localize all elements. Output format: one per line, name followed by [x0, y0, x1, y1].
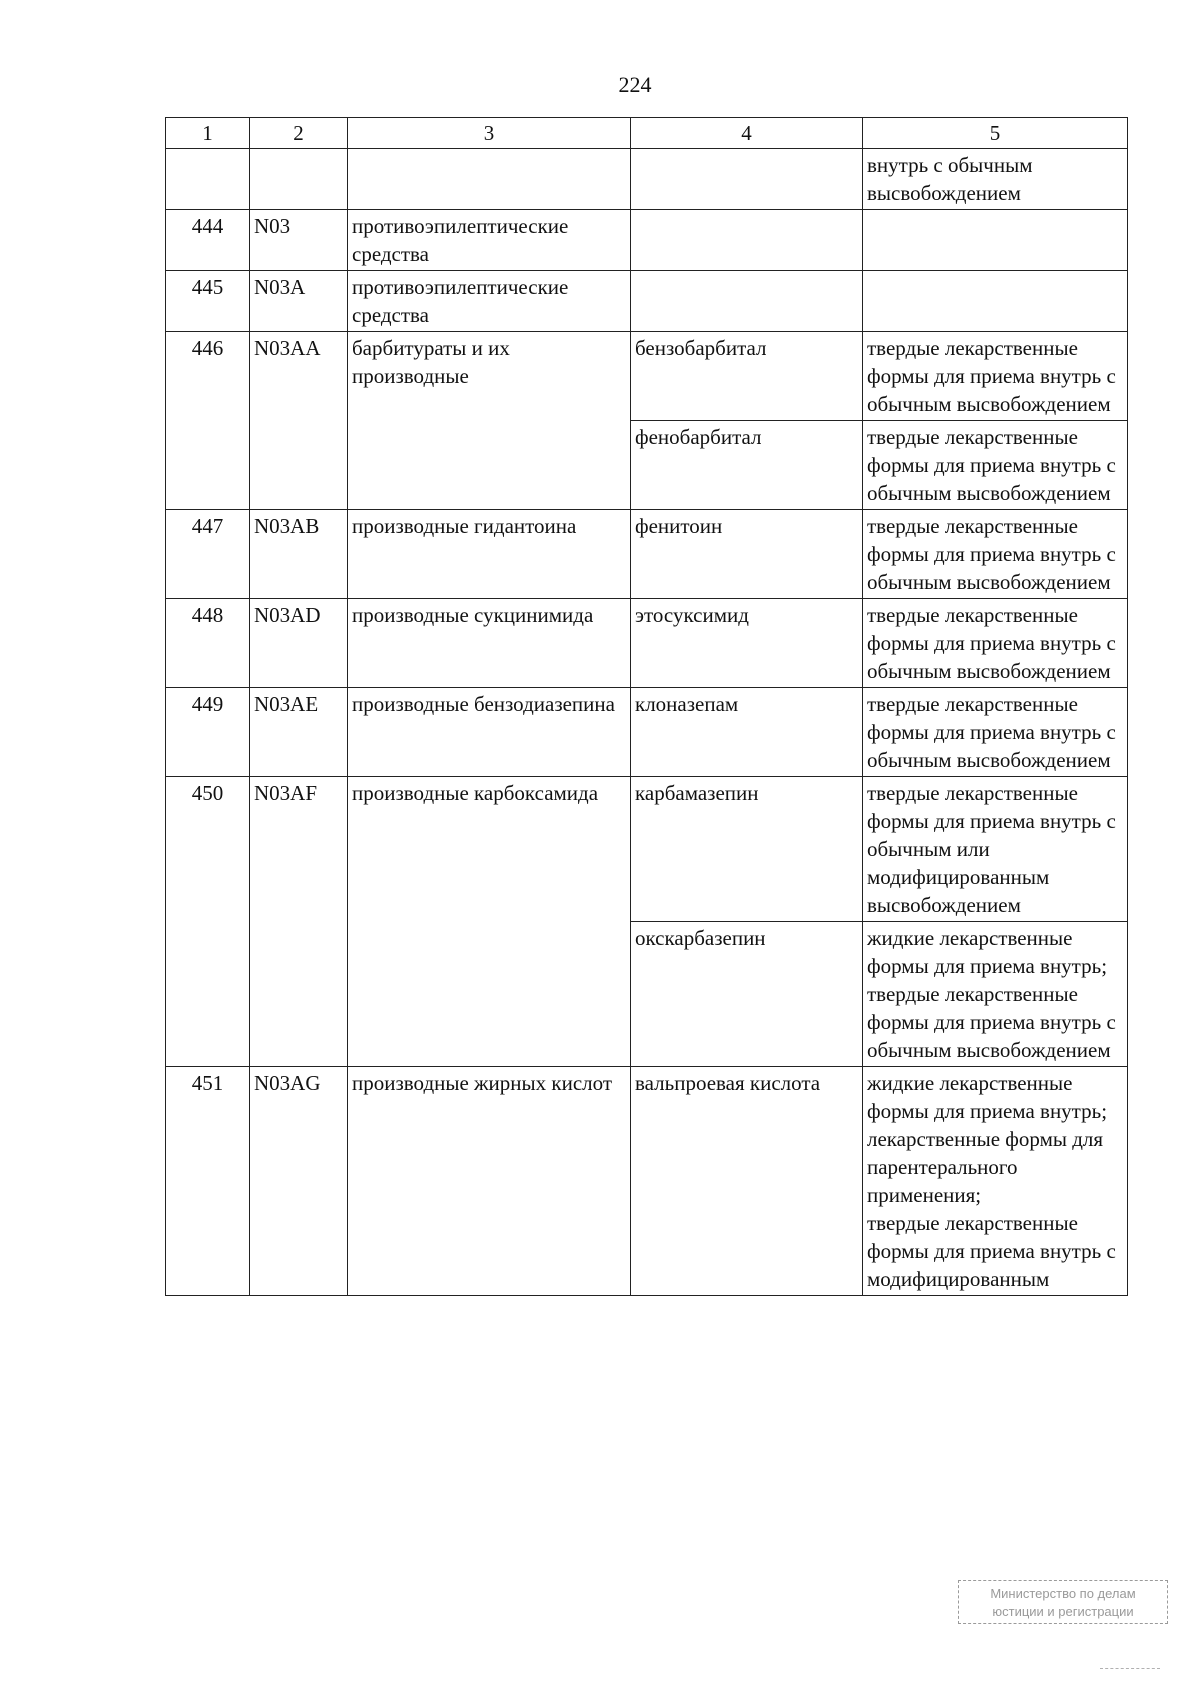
page-number: 224: [618, 72, 652, 97]
dosage-form-line: твердые лекарственные формы для приема внутрь с обычным высвобождением: [867, 982, 1116, 1062]
dosage-form-line: твердые лекарственные формы для приема внутрь с обычным высвобождением: [867, 336, 1116, 416]
table-body: [166, 149, 1128, 1296]
column-header-4: 4: [631, 118, 863, 149]
row-number: 447: [166, 510, 250, 599]
dosage-form: [863, 510, 1128, 599]
drug-list-table: [165, 117, 1128, 1296]
drug-name: окскарбазепин: [631, 922, 863, 1067]
row-number: 448: [166, 599, 250, 688]
atc-code: N03AD: [250, 599, 348, 688]
stamp-line-1: Министерство по делам: [990, 1586, 1136, 1601]
dosage-form: [863, 777, 1128, 922]
dosage-form-line: твердые лекарственные формы для приема внутрь с обычным высвобождением: [867, 514, 1116, 594]
dosage-form-line: твердые лекарственные формы для приема внутрь с обычным высвобождением: [867, 692, 1116, 772]
dosage-form-line: твердые лекарственные формы для приема внутрь с обычным или модифицированным высвобождением: [867, 781, 1116, 917]
table-row: [166, 210, 1128, 271]
anatomical-therapeutic-group: производные сукцинимида: [348, 599, 631, 688]
drug-name: фенобарбитал: [631, 421, 863, 510]
dosage-form: [863, 599, 1128, 688]
dosage-form-line: твердые лекарственные формы для приема внутрь с обычным высвобождением: [867, 425, 1116, 505]
drug-name: вальпроевая кислота: [631, 1067, 863, 1296]
continuation-drug: [631, 149, 863, 210]
anatomical-therapeutic-group: противоэпилептические средства: [348, 271, 631, 332]
dosage-form: [863, 922, 1128, 1067]
table-row: [166, 332, 1128, 421]
dosage-form: [863, 688, 1128, 777]
atc-code: N03A: [250, 271, 348, 332]
atc-code: N03AF: [250, 777, 348, 1067]
row-number: 445: [166, 271, 250, 332]
drug-name: [631, 271, 863, 332]
table-row: [166, 599, 1128, 688]
dosage-form: [863, 1067, 1128, 1296]
dosage-form-line: лекарственные формы для парентерального применения;: [867, 1127, 1104, 1207]
dosage-form: [863, 332, 1128, 421]
anatomical-therapeutic-group: производные жирных кислот: [348, 1067, 631, 1296]
atc-code: N03AG: [250, 1067, 348, 1296]
row-number: 444: [166, 210, 250, 271]
row-number: 450: [166, 777, 250, 1067]
column-header-1: 1: [166, 118, 250, 149]
drug-name: этосуксимид: [631, 599, 863, 688]
row-number: 449: [166, 688, 250, 777]
anatomical-therapeutic-group: противоэпилептические средства: [348, 210, 631, 271]
table-row: [166, 688, 1128, 777]
registration-stamp: [958, 1580, 1168, 1624]
dosage-form-line: жидкие лекарственные формы для приема внутрь;: [867, 1071, 1108, 1123]
continuation-row: [166, 149, 1128, 210]
table-row: [166, 777, 1128, 922]
dosage-form: [863, 271, 1128, 332]
anatomical-therapeutic-group: производные карбоксамида: [348, 777, 631, 1067]
column-header-2: 2: [250, 118, 348, 149]
anatomical-therapeutic-group: производные гидантоина: [348, 510, 631, 599]
table-row: [166, 1067, 1128, 1296]
dosage-form-line: твердые лекарственные формы для приема внутрь с обычным высвобождением: [867, 603, 1116, 683]
dosage-form-line: твердые лекарственные формы для приема внутрь с модифицированным: [867, 1211, 1116, 1291]
drug-name: бензобарбитал: [631, 332, 863, 421]
dosage-form: [863, 210, 1128, 271]
drug-name: карбамазепин: [631, 777, 863, 922]
drug-name: клоназепам: [631, 688, 863, 777]
dosage-form-line: жидкие лекарственные формы для приема внутрь;: [867, 926, 1108, 978]
dosage-form: [863, 421, 1128, 510]
continuation-group: [348, 149, 631, 210]
drug-name: [631, 210, 863, 271]
column-header-3: 3: [348, 118, 631, 149]
table-header: [166, 118, 1128, 149]
stamp-line-2: юстиции и регистрации: [992, 1604, 1134, 1619]
continuation-code: [250, 149, 348, 210]
atc-code: N03AA: [250, 332, 348, 510]
drug-name: фенитоин: [631, 510, 863, 599]
column-header-5: 5: [863, 118, 1128, 149]
row-number: 446: [166, 332, 250, 510]
atc-code: N03: [250, 210, 348, 271]
table-row: [166, 271, 1128, 332]
atc-code: N03AB: [250, 510, 348, 599]
header-row: [166, 118, 1128, 149]
anatomical-therapeutic-group: производные бензодиазепина: [348, 688, 631, 777]
continuation-form: внутрь с обычным высвобождением: [863, 149, 1128, 210]
continuation-num: [166, 149, 250, 210]
table-row: [166, 510, 1128, 599]
scan-mark: [1100, 1668, 1160, 1671]
row-number: 451: [166, 1067, 250, 1296]
anatomical-therapeutic-group: барбитураты и их производные: [348, 332, 631, 510]
atc-code: N03AE: [250, 688, 348, 777]
